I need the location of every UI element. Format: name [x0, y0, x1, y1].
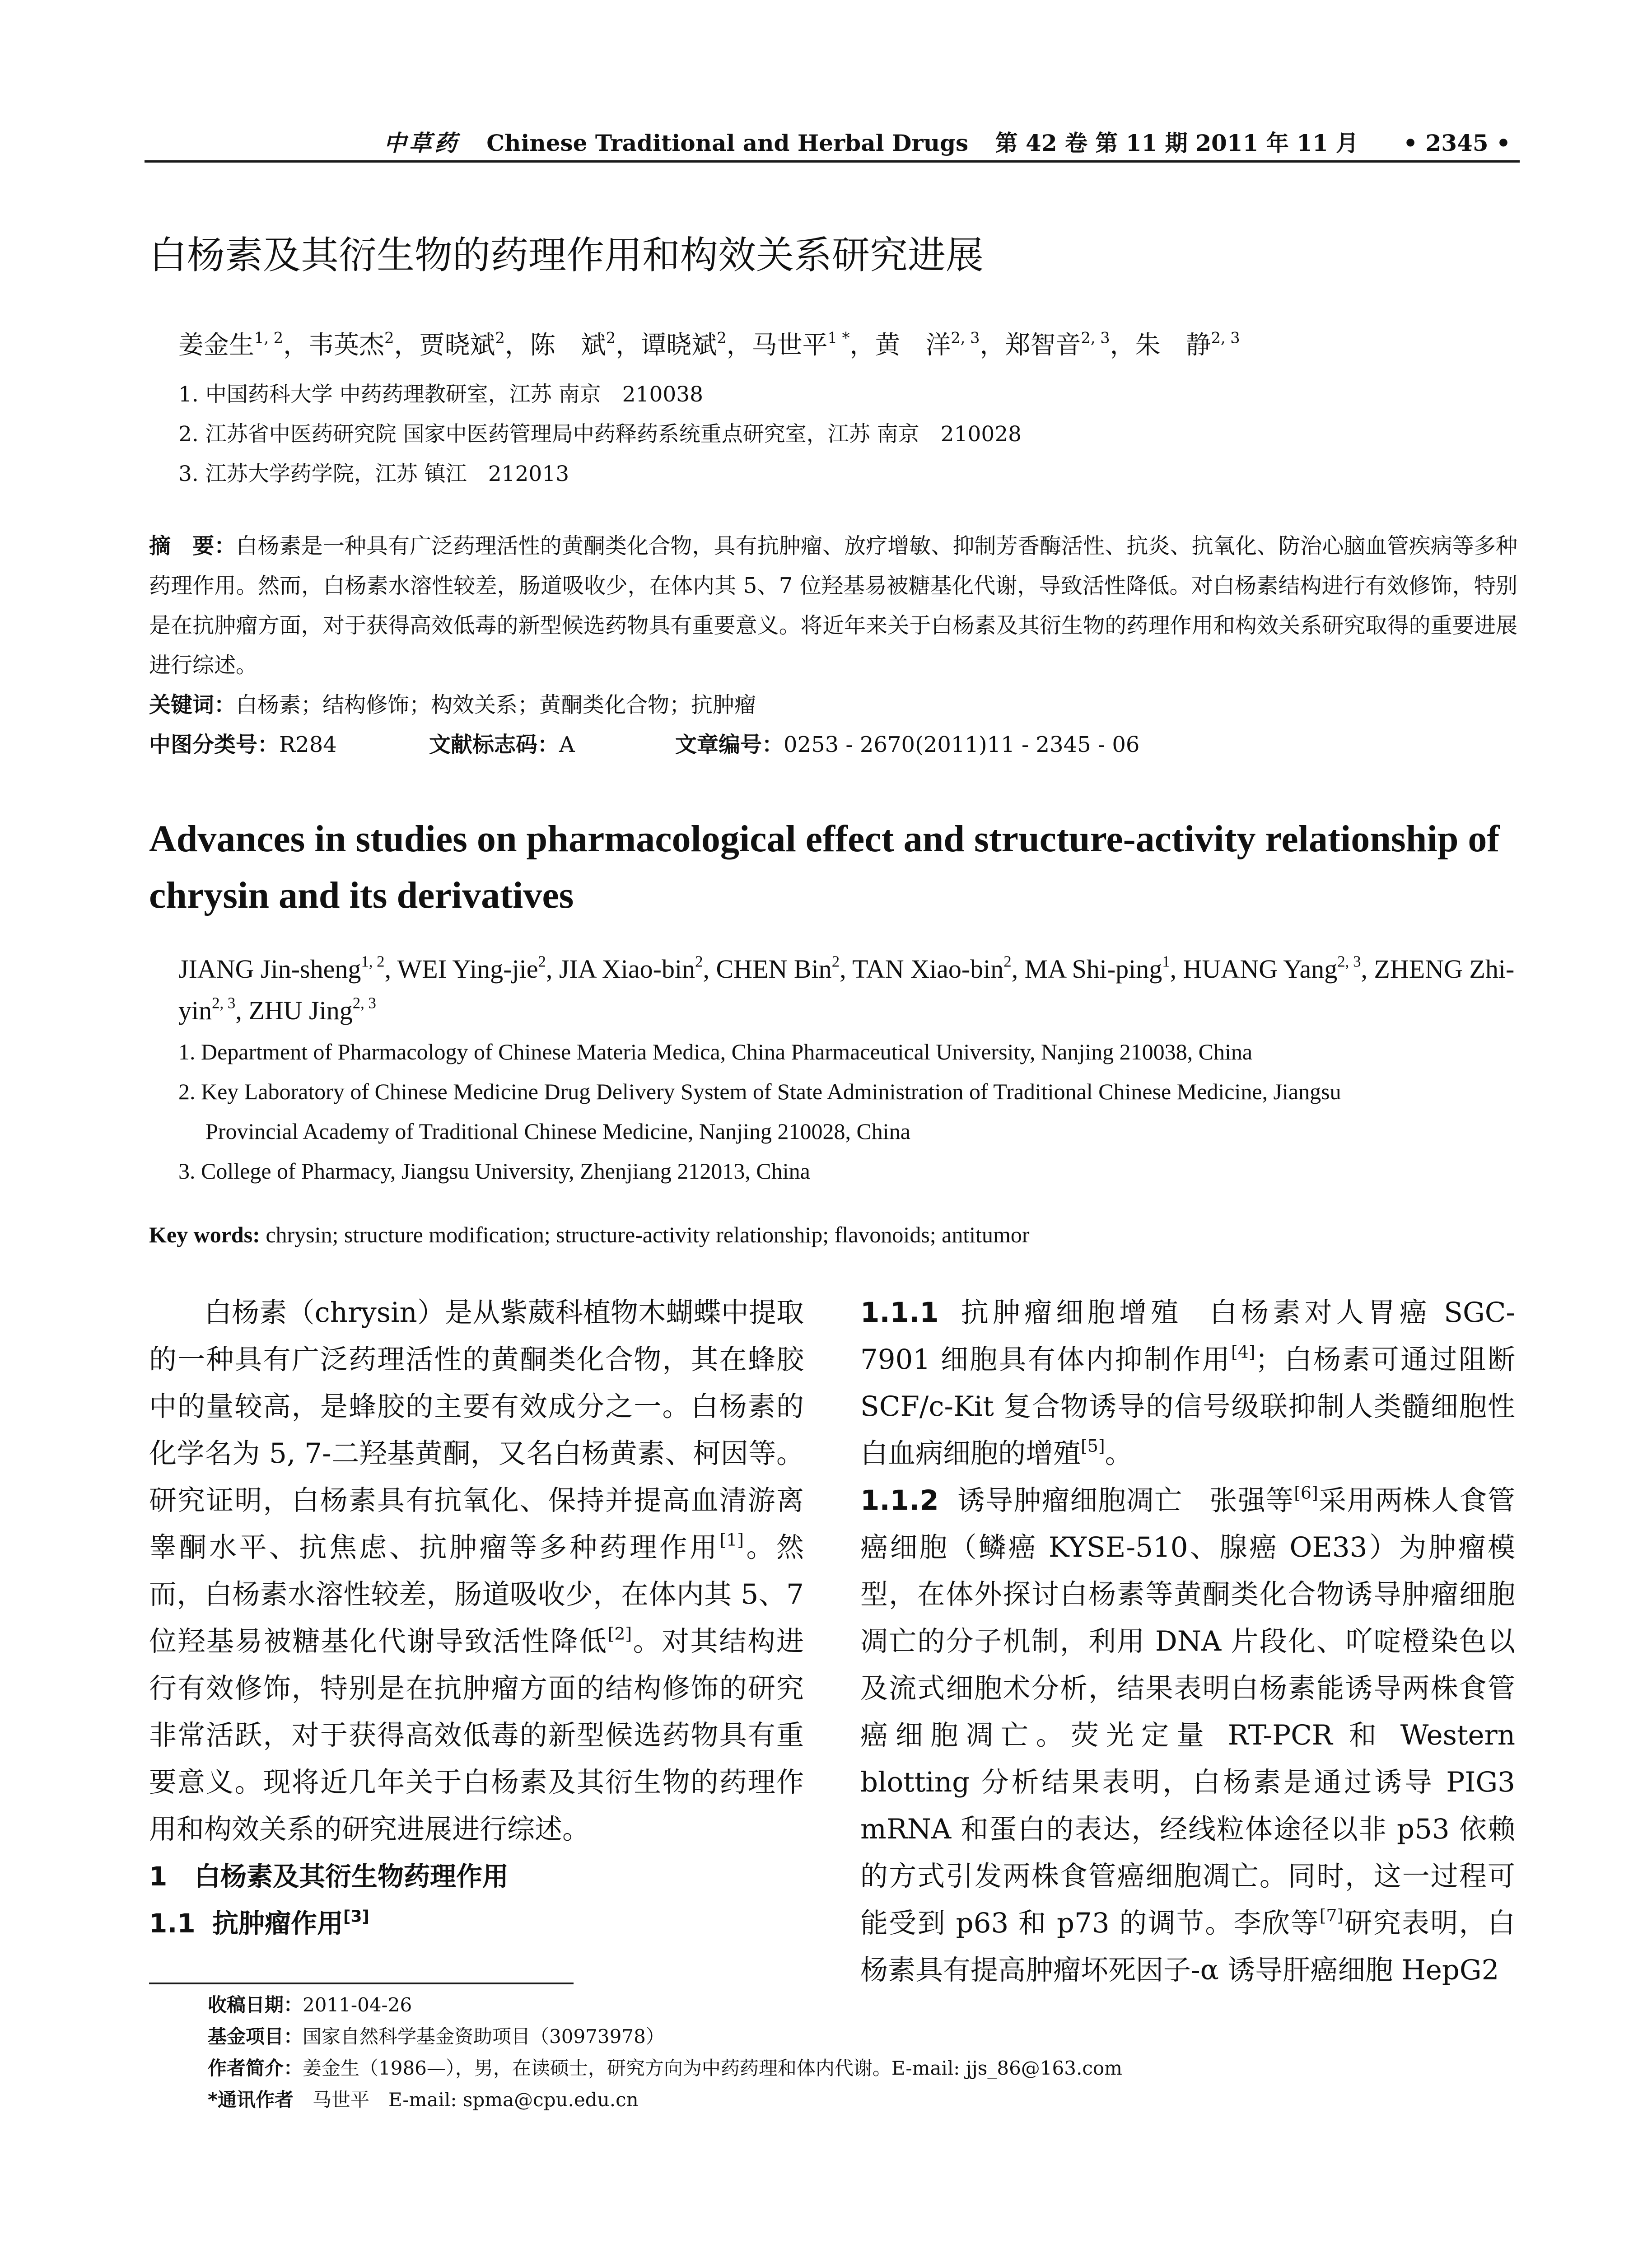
keywords-label: 关键词：: [149, 692, 236, 718]
keywords-cn: [149, 685, 1517, 725]
section-heading: 1 白杨素及其衍生物药理作用: [149, 1861, 509, 1892]
author-list-cn: [178, 325, 1240, 366]
author: CHEN Bin$^2$,: [716, 952, 853, 984]
footnote-divider: [149, 1983, 574, 1984]
affiliation: 2. Key Laboratory of Chinese Medicine Drug Delivery System of State Administration of Traditional Chinese Medicine, Jiangsu: [178, 1079, 1341, 1104]
footnote-funding: 基金项目：国家自然科学基金资助项目（30973978）: [208, 2025, 665, 2048]
author: 韦英杰$^2$，: [308, 329, 420, 360]
author: 郑智音$^{2, 3}$，: [1005, 329, 1135, 360]
author: ZHU Jing$^{2, 3}$: [248, 994, 376, 1025]
running-header: [145, 129, 1520, 163]
article-id-value: 0253 - 2670(2011)11 - 2345 - 06: [784, 732, 1140, 757]
body-column-left: [149, 1289, 804, 1947]
subsubsection-paragraph: 1.1.1 抗肿瘤细胞增殖 白杨素对人胃癌 SGC-7901 细胞具有体内抑制作用[4]；白杨素可通过阻断 SCF/c-Kit 复合物诱导的信号级联抑制人类髓细胞性白血病细胞的增殖[5]。: [860, 1297, 1515, 1470]
keywords-en-label: Key words:: [149, 1222, 260, 1247]
affiliation: 3. 江苏大学药学院，江苏 镇江 212013: [178, 462, 569, 486]
author: WEI Ying-jie$^2$,: [397, 952, 559, 984]
footnote-author-bio: 作者简介：姜金生（1986—），男，在读硕士，研究方向为中药药理和体内代谢。E-mail: jjs_86@163.com: [208, 2057, 1122, 2079]
author: ZHENG Zhi-yin$^{2, 3}$,: [178, 954, 1515, 1025]
article-title-en: Advances in studies on pharmacological effect and structure-activity relationship of chrysin and its derivatives: [149, 818, 1500, 916]
abstract-label: 摘 要：: [149, 533, 236, 559]
author: JIA Xiao-bin$^2$,: [559, 952, 716, 984]
affiliation-continuation: Provincial Academy of Traditional Chinese Medicine, Nanjing 210028, China: [205, 1119, 910, 1144]
classification-row: [149, 725, 1517, 765]
footnote-corresponding: *通讯作者 马世平 E-mail: spma@cpu.edu.cn: [208, 2089, 639, 2111]
affiliation: 1. 中国药科大学 中药药理教研室，江苏 南京 210038: [178, 382, 704, 407]
author: HUANG Yang$^{2, 3}$,: [1183, 952, 1374, 984]
keywords-en-text: chrysin; structure modification; structure-activity relationship; flavonoids; antitumor: [266, 1222, 1030, 1247]
author: MA Shi-ping$^1$,: [1024, 952, 1183, 984]
subsection-heading: 1.1 抗肿瘤作用[3]: [149, 1907, 369, 1939]
article-id-label: 文章编号：: [675, 732, 784, 757]
doc-code-label: 文献标志码：: [429, 732, 560, 757]
intro-paragraph: 白杨素（chrysin）是从紫葳科植物木蝴蝶中提取的一种具有广泛药理活性的黄酮类化合物，其在蜂胶中的量较高，是蜂胶的主要有效成分之一。白杨素的化学名为 5, 7-二羟基黄酮，又名白杨黄素、柯因等。研究证明，白杨素具有抗氧化、保持并提高血清游离睾酮水平、抗焦虑、抗肿瘤等多种药理作用[1]。然而，白杨素水溶性较差，肠道吸收少，在体内其 5、7 位羟基易被糖基化代谢导致活性降低[2]。对其结构进行有效修饰，特别是在抗肿瘤方面的结构修饰的研究非常活跃，对于获得高效低毒的新型候选药物具有重要意义。现将近几年关于白杨素及其衍生物的药理作用和构效关系的研究进展进行综述。: [149, 1297, 804, 1845]
author: 姜金生$^{1, 2}$，: [178, 329, 309, 360]
affiliation: 1. Department of Pharmacology of Chinese Materia Medica, China Pharmaceutical University, Nanjing 210038, China: [178, 1039, 1253, 1064]
doc-code-value: A: [559, 732, 575, 757]
affiliation: 2. 江苏省中医药研究院 国家中医药管理局中药释药系统重点研究室，江苏 南京 210028: [178, 422, 1022, 447]
citation: [6]: [1294, 1483, 1318, 1503]
affiliations-cn: [178, 375, 1022, 494]
citation: [3]: [343, 1907, 369, 1926]
keywords-text: 白杨素；结构修饰；构效关系；黄酮类化合物；抗肿瘤: [236, 692, 756, 718]
footnotes: [208, 1989, 1122, 2116]
footnote-received: 收稿日期：2011-04-26: [208, 1994, 412, 2016]
clc-value: R284: [279, 732, 337, 757]
keywords-en: [149, 1215, 1030, 1255]
citation: [4]: [1231, 1342, 1255, 1362]
author: 陈 斌$^2$，: [530, 329, 641, 360]
author: 贾晓斌$^2$，: [419, 329, 530, 360]
issue-info: 第 42 卷 第 11 期 2011 年 11 月: [995, 130, 1359, 156]
journal-name-cn: 中草药: [383, 130, 460, 156]
affiliation: 3. College of Pharmacy, Jiangsu University, Zhenjiang 212013, China: [178, 1158, 810, 1184]
author-list-en: [178, 948, 1515, 1031]
author: 谭晓斌$^2$，: [641, 329, 752, 360]
citation: [2]: [607, 1624, 632, 1644]
clc-label: 中图分类号：: [149, 732, 280, 757]
author: JIANG Jin-sheng$^{1, 2}$,: [178, 952, 397, 984]
author: 朱 静$^{2, 3}$: [1135, 329, 1240, 360]
affiliations-en: [178, 1032, 1515, 1191]
citation: [5]: [1081, 1436, 1105, 1456]
article-title-cn: 白杨素及其衍生物的药理作用和构效关系研究进展: [149, 233, 984, 277]
citation: [7]: [1319, 1905, 1344, 1926]
author: 黄 洋$^{2, 3}$，: [875, 329, 1005, 360]
subsubsection-paragraph: 1.1.2 诱导肿瘤细胞凋亡 张强等[6]采用两株人食管癌细胞（鳞癌 KYSE-510、腺癌 OE33）为肿瘤模型，在体外探讨白杨素等黄酮类化合物诱导肿瘤细胞凋亡的分子机制，利用 DNA 片段化、吖啶橙染色以及流式细胞术分析，结果表明白杨素能诱导两株食管癌细胞凋亡。荧光定量 RT-PCR 和 Western blotting 分析结果表明，白杨素是通过诱导 PIG3 mRNA 和蛋白的表达，经线粒体途径以非 p53 依赖的方式引发两株食管癌细胞凋亡。同时，这一过程可能受到 p63 和 p73 的调节。李欣等[7]研究表明，白杨素具有提高肿瘤坏死因子-α 诱导肝癌细胞 HepG2: [860, 1483, 1515, 1986]
journal-name-en: Chinese Traditional and Herbal Drugs: [486, 130, 969, 156]
citation: [1]: [719, 1530, 744, 1550]
page-number: • 2345 •: [1403, 130, 1511, 156]
journal-masthead: [361, 129, 1400, 158]
abstract-section: [149, 526, 1517, 765]
author: TAN Xiao-bin$^2$,: [852, 952, 1025, 984]
author: 马世平$^{1 *}$，: [751, 329, 875, 360]
body-column-right: [860, 1289, 1515, 1994]
abstract: [149, 526, 1517, 685]
abstract-text: 白杨素是一种具有广泛药理活性的黄酮类化合物，具有抗肿瘤、放疗增敏、抑制芳香酶活性、抗炎、抗氧化、防治心脑血管疾病等多种药理作用。然而，白杨素水溶性较差，肠道吸收少，在体内其 5、7 位羟基易被糖基化代谢，导致活性降低。对白杨素结构进行有效修饰，特别是在抗肿瘤方面，对于获得高效低毒的新型候选药物具有重要意义。将近年来关于白杨素及其衍生物的药理作用和构效关系研究取得的重要进展进行综述。: [149, 533, 1517, 678]
